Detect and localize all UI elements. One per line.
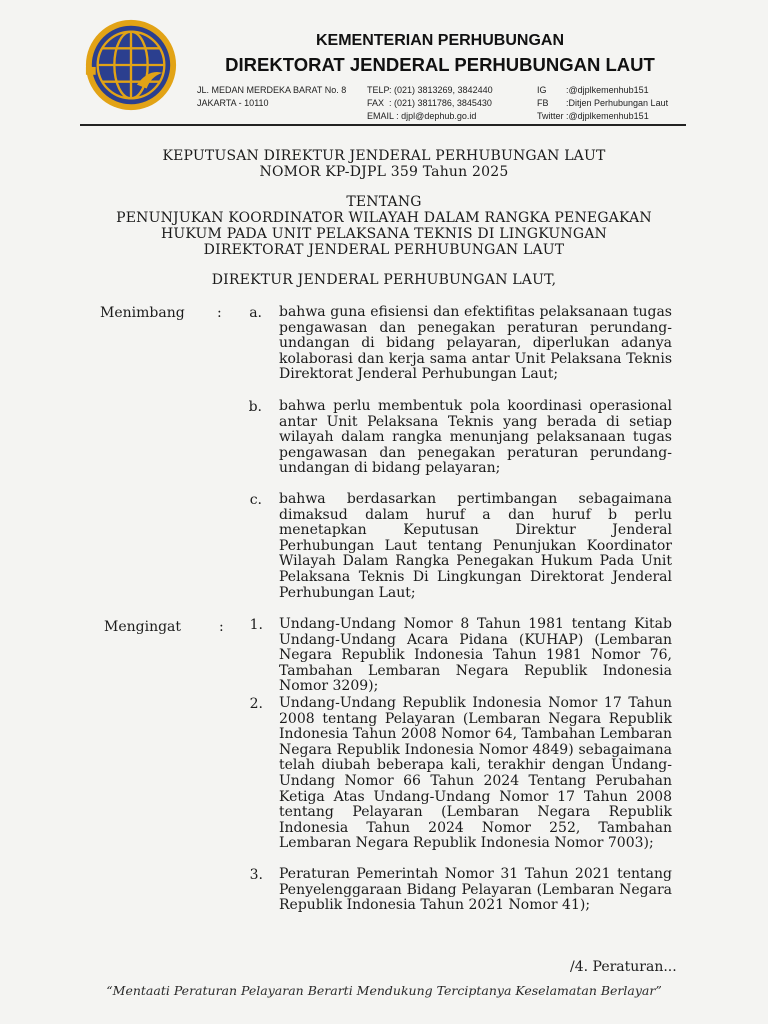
about-heading: TENTANG — [346, 194, 422, 210]
directorate-name: DIREKTORAT JENDERAL PERHUBUNGAN LAUT — [225, 54, 655, 75]
mengingat-item-3: Peraturan Pemerintah Nomor 31 Tahun 2021 tentang Penyelenggaraan Bidang Pelayaran (Lembaran Negara Republik Indonesia Tahun 2021 Nomor 41); — [279, 866, 672, 914]
issuer-heading: DIREKTUR JENDERAL PERHUBUNGAN LAUT, — [211, 272, 557, 288]
telp-label: TELP — [367, 85, 390, 95]
letterhead-divider — [80, 124, 686, 126]
mengingat-label: Mengingat — [104, 619, 182, 635]
menimbang-item-a: bahwa guna efisiensi dan efektifitas pelaksanaan tugas pengawasan dan penegakan peraturan perundang-undangan di bidang pelayaran, diperlukan adanya kolaborasi dan kerja sama antar Unit Pelaksana Teknis Direktorat Jenderal Perhubungan Laut; — [279, 304, 672, 383]
menimbang-colon: : — [217, 305, 222, 321]
address-line-2: JAKARTA - 10110 — [197, 98, 269, 108]
ig-value: :@djplkemenhub151 — [566, 85, 649, 95]
twitter-line: Twitter :@djplkemenhub151 — [537, 111, 649, 121]
fax-label: FAX — [367, 98, 385, 108]
fax-value: : (021) 3811786, 3845430 — [389, 98, 492, 108]
subject-line-2: HUKUM PADA UNIT PELAKSANA TEKNIS DI LINGKUNGAN — [160, 226, 608, 242]
ministry-logo — [82, 16, 180, 114]
telp-value: : (021) 3813269, 3842440 — [389, 85, 493, 95]
footer-motto: “Mentaati Peraturan Pelayaran Berarti Mendukung Terciptanya Keselamatan Berlayar” — [106, 983, 662, 998]
mengingat-item-2: Undang-Undang Republik Indonesia Nomor 17 Tahun 2008 tentang Pelayaran (Lembaran Negara Republik Indonesia Tahun 2008 Nomor 64, Tambahan Lembaran Negara Republik Indonesia Nomor 4849) sebagaimana telah diubah beberapa kali, terakhir dengan Undang-Undang Nomor 66 Tahun 2024 Tentang Perubahan Ketiga Atas Undang-Undang Nomor 17 Tahun 2008 tentang Pelayaran (Lembaran Negara Republik Indonesia Tahun 2024 Nomor 252, Tambahan Lembaran Negara Republik Indonesia Nomor 7003); — [279, 695, 672, 852]
decree-number: NOMOR KP-DJPL 359 Tahun 2025 — [259, 164, 509, 180]
menimbang-label: Menimbang — [100, 305, 185, 321]
subject-line-1: PENUNJUKAN KOORDINATOR WILAYAH DALAM RANGKA PENEGAKAN — [116, 210, 652, 226]
social-labels — [537, 84, 549, 110]
menimbang-marker-b: b. — [248, 399, 262, 415]
continuation-marker: /4. Peraturan... — [570, 959, 677, 975]
mengingat-marker-2: 2. — [249, 696, 263, 712]
email-line: EMAIL : djpl@dephub.go.id — [367, 111, 477, 121]
address-line-1: JL. MEDAN MERDEKA BARAT No. 8 — [197, 85, 347, 95]
mengingat-marker-1: 1. — [249, 617, 263, 633]
contact-values — [389, 84, 493, 110]
social-values — [566, 84, 668, 110]
address-block — [197, 84, 346, 110]
mengingat-colon: : — [219, 619, 224, 635]
mengingat-marker-3: 3. — [249, 867, 263, 883]
menimbang-marker-c: c. — [249, 492, 262, 508]
fb-value: :Ditjen Perhubungan Laut — [566, 98, 669, 108]
ministry-name: KEMENTERIAN PERHUBUNGAN — [315, 32, 564, 49]
subject-line-3: DIREKTORAT JENDERAL PERHUBUNGAN LAUT — [203, 242, 565, 258]
fb-label: FB — [537, 98, 549, 108]
menimbang-item-b: bahwa perlu membentuk pola koordinasi operasional antar Unit Pelaksana Teknis yang berada di setiap wilayah dalam rangka menunjang pelaksanaan tugas pengawasan dan penegakan peraturan perundang-undangan di bidang pelayaran; — [279, 398, 672, 477]
decree-title: KEPUTUSAN DIREKTUR JENDERAL PERHUBUNGAN LAUT — [162, 148, 606, 164]
menimbang-marker-a: a. — [249, 305, 262, 321]
mengingat-item-1: Undang-Undang Nomor 8 Tahun 1981 tentang Kitab Undang-Undang Acara Pidana (KUHAP) (Lembaran Negara Republik Indonesia Tahun 1981 Nomor 76, Tambahan Lembaran Negara Republik Indonesia Nomor 3209); — [279, 616, 672, 695]
ig-label: IG — [537, 85, 547, 95]
menimbang-item-c: bahwa berdasarkan pertimbangan sebagaimana dimaksud dalam huruf a dan huruf b perlu menetapkan Keputusan Direktur Jenderal Perhubungan Laut tentang Penunjukan Koordinator Wilayah Dalam Rangka Penegakan Hukum Pada Unit Pelaksana Teknis Di Lingkungan Direktorat Jenderal Perhubungan Laut; — [279, 491, 672, 601]
